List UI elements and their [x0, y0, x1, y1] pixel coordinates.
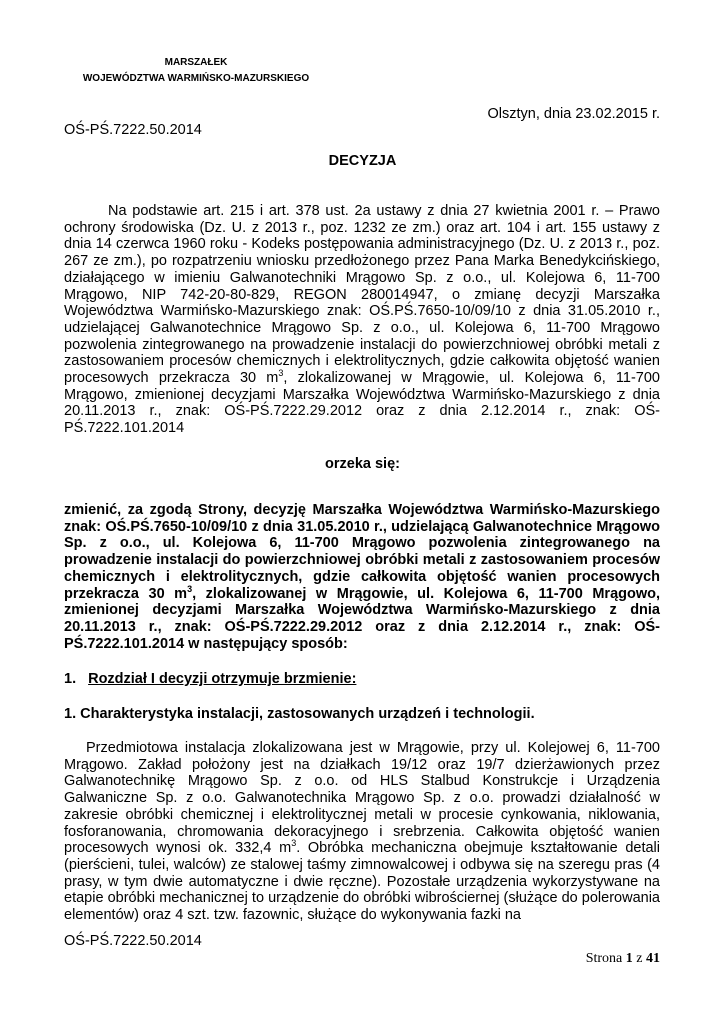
decision-text-a: zmienić, za zgodą Strony, decyzję Marszałka Województwa Warmińsko-Mazurskiego znak: OŚ.PŚ.7650-10/09/10 z dnia 31.05.2010 r., udzielającą Galwanotechnice Mrągowo Sp. z o.o., ul. Kolejowa 6, 11-700 Mrągowo pozwolenia zintegrowanego na prowadzenie instalacji do powierzchniowej obróbki metali z zastosowaniem procesów chemicznych i elektrolitycznych, gdzie całkowita objętość wanien procesowych przekracza 30 m	[64, 502, 660, 602]
page-number	[586, 951, 660, 967]
page-separator: z	[632, 951, 646, 966]
header-title-line2: WOJEWÓDZTWA WARMIŃSKO-MAZURSKIEGO	[82, 73, 310, 84]
body-superscript: 3	[291, 838, 297, 849]
reference-number: OŚ-PŚ.7222.50.2014	[64, 122, 202, 138]
body-text-b: . Obróbka mechaniczna obejmuje kształtowanie detali (pierścieni, tulei, walców) ze stalowej taśmy zimnowalcowej i odbywa się na szeregu pras (4 prasy, w tym dwie automatyczne i dwie ręczne). Pozostałe urządzenia wykorzystywane na etapie obróbki mechanicznej to urządzenie do obróbki wibrościernej (służące do polerowania elementów) oraz 4 szt. tzw. fazownic, służące do wykonywania fazki na	[64, 840, 660, 924]
decision-paragraph	[64, 502, 660, 652]
body-paragraph	[64, 740, 660, 924]
header-title-line1: MARSZAŁEK	[164, 57, 228, 68]
page-prefix: Strona	[585, 951, 626, 966]
page-total: 41	[646, 951, 660, 966]
orzeka-heading: orzeka się:	[325, 456, 400, 472]
intro-superscript: 3	[278, 368, 284, 379]
section-1-label: Rozdział I decyzji otrzymuje brzmienie:	[88, 671, 357, 687]
date-line: Olsztyn, dnia 23.02.2015 r.	[487, 106, 660, 122]
decision-text-b: , zlokalizowanej w Mrągowie, ul. Kolejowa 6, 11-700 Mrągowo, zmienionej decyzjami Marszałka Województwa Warmińsko-Mazurskiego z dnia 20.11.2013 r., znak: OŚ-PŚ.7222.29.2012 oraz z dnia 2.12.2014 r., znak: OŚ-PŚ.7222.101.2014 w następujący sposób:	[64, 585, 661, 652]
section-1-heading	[64, 671, 356, 687]
body-text-a: Przedmiotowa instalacja zlokalizowana jest w Mrągowie, przy ul. Kolejowej 6, 11-700 Mrągowo. Zakład położony jest na działkach 19/12 oraz 19/7 dzierżawionych przez Galwanotechnikę Mrągowo Sp. z o.o. od HLS Stalbud Konstrukcje i Urządzenia Galwaniczne Sp. z o.o. Galwanotechnika Mrągowo Sp. z o.o. prowadzi działalność w zakresie obróbki chemicznej i elektrolitycznej metali w procesie cynkowania, niklowania, fosforanowania, chromowania dekoracyjnego i srebrzenia. Całkowita objętość wanien procesowych wynosi ok. 332,4 m	[64, 740, 660, 857]
intro-text-b: , zlokalizowanej w Mrągowie, ul. Kolejowa 6, 11-700 Mrągowo, zmienionej decyzjami Marszałka Województwa Warmińsko-Mazurskiego z dnia 20.11.2013 r., znak: OŚ-PŚ.7222.29.2012 oraz z dnia 2.12.2014 r., znak: OŚ-PŚ.7222.101.2014	[64, 370, 661, 437]
decision-superscript: 3	[187, 583, 193, 594]
intro-text-a: Na podstawie art. 215 i art. 378 ust. 2a ustawy z dnia 27 kwietnia 2001 r. – Prawo ochrony środowiska (Dz. U. z 2013 r., poz. 1232 ze zm.) oraz art. 104 i art. 155 ustawy z dnia 14 czerwca 1960 roku - Kodeks postępowania administracyjnego (Dz. U. z 2013 r., poz. 267 ze zm.), po rozpatrzeniu wniosku przedłożonego przez Pana Marka Benedykcińskiego, działającego w imieniu Galwanotechniki Mrągowo Sp. z o.o., ul. Kolejowa 6, 11-700 Mrągowo, NIP 742-20-80-829, REGON 280014947, o zmianę decyzji Marszałka Województwa Warmińsko-Mazurskiego znak: OŚ.PŚ.7650-10/09/10 z dnia 31.05.2010 r., udzielającej Galwanotechnice Mrągowo Sp. z o.o., ul. Kolejowa 6, 11-700 Mrągowo pozwolenia zintegrowanego na prowadzenie instalacji do powierzchniowej obróbki metali z zastosowaniem procesów chemicznych i elektrolitycznych, gdzie całkowita objętość wanien procesowych przekracza 30 m	[64, 203, 660, 387]
section-1-number: 1.	[64, 671, 77, 687]
page-current: 1	[625, 951, 633, 966]
page-title: DECYZJA	[328, 153, 397, 169]
intro-paragraph	[64, 203, 660, 437]
subsection-1-heading: 1. Charakterystyka instalacji, zastosowanych urządzeń i technologii.	[64, 706, 535, 722]
footer-reference: OŚ-PŚ.7222.50.2014	[64, 933, 202, 949]
